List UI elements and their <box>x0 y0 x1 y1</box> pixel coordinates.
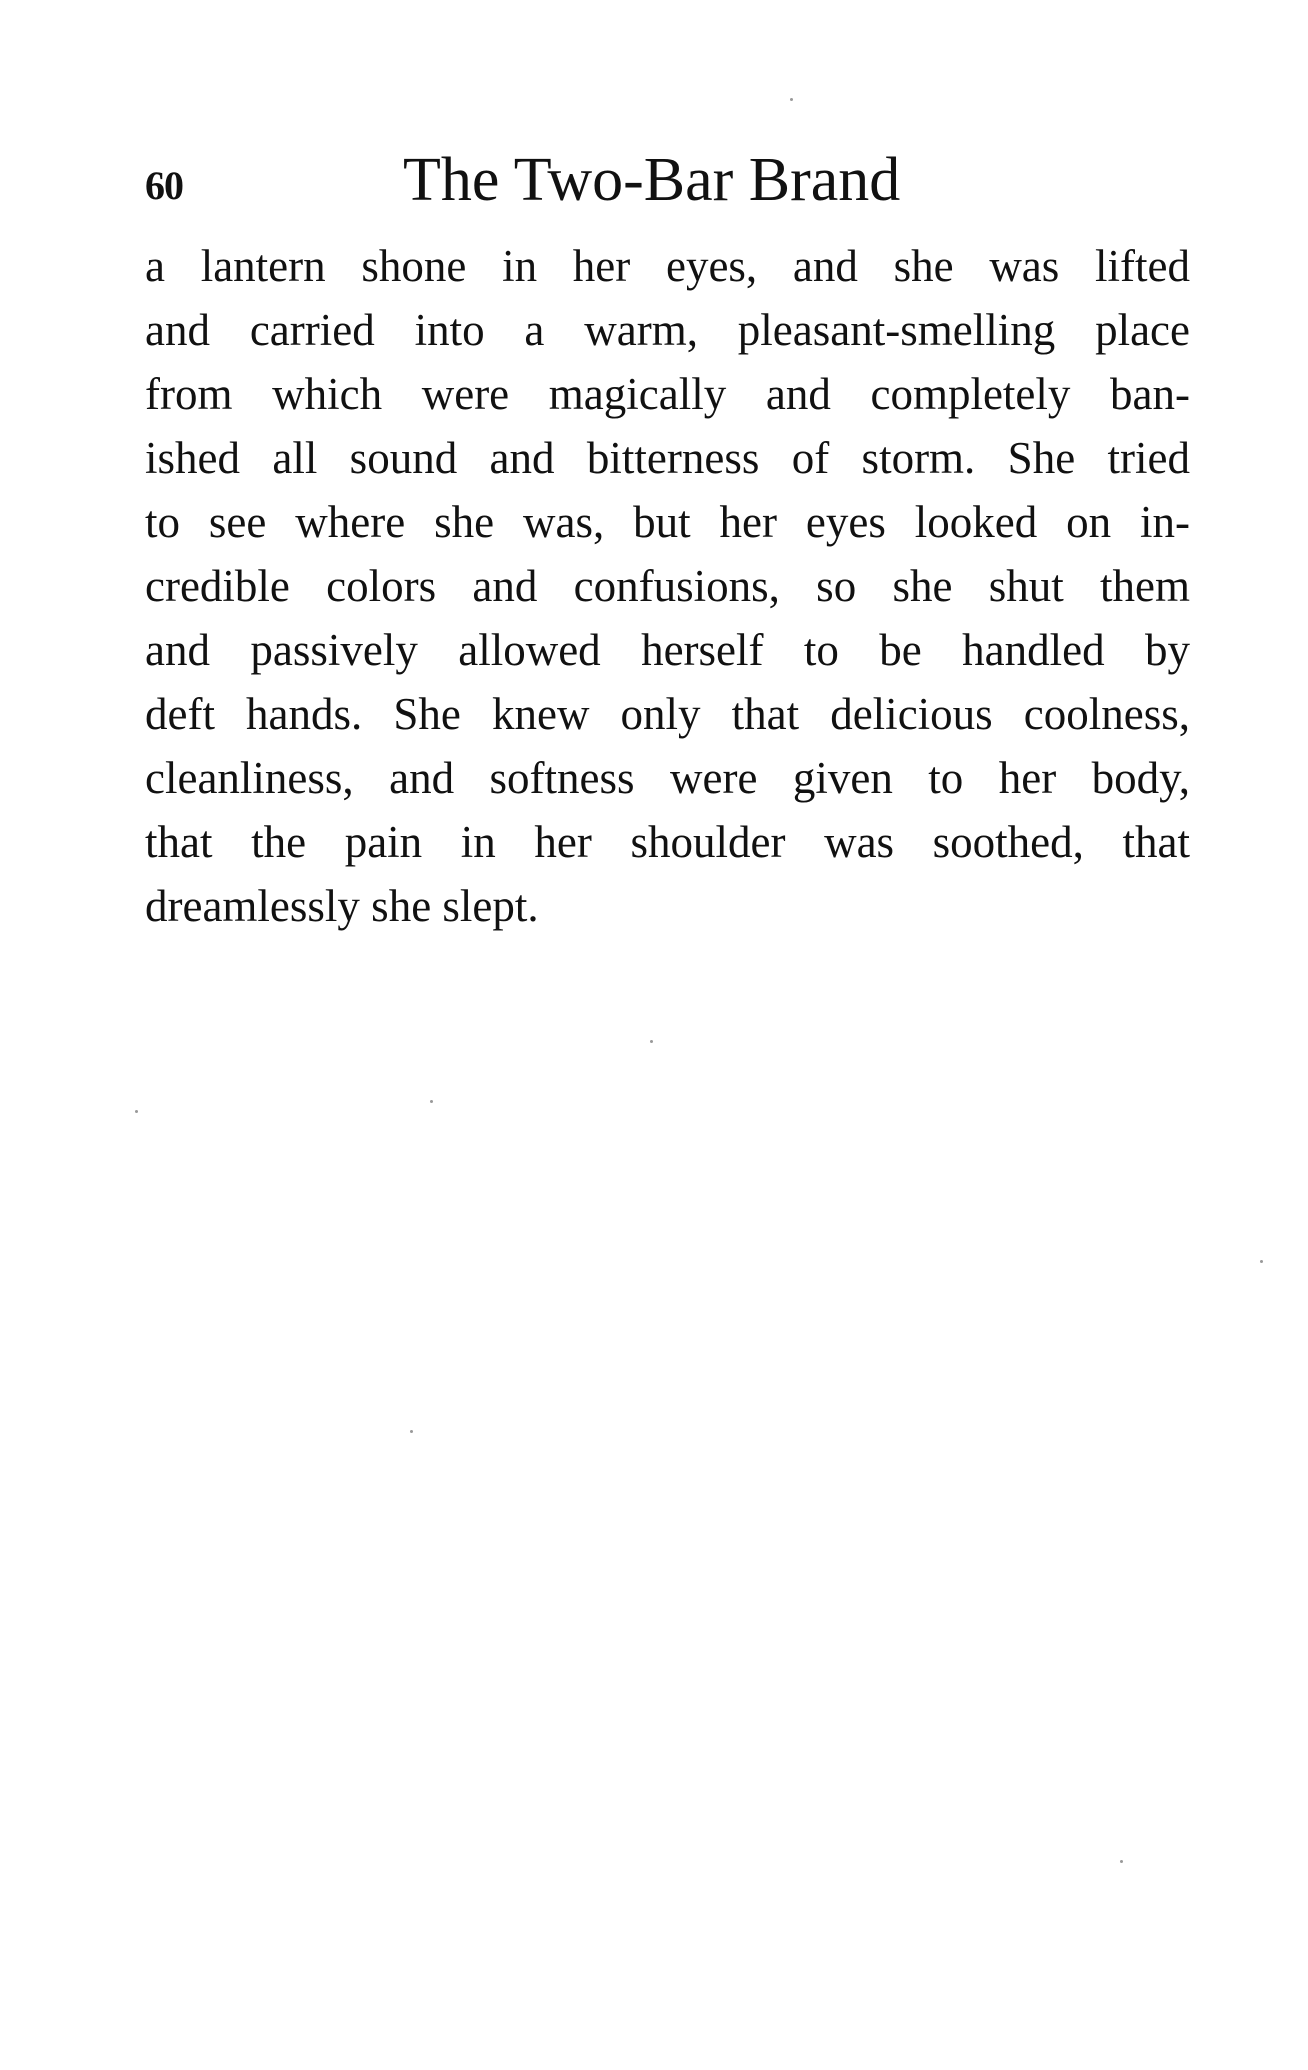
text-line: to see where she was, but her eyes looked on in- <box>145 497 1190 547</box>
text-line: ished all sound and bitterness of storm. She tried <box>145 433 1190 483</box>
scan-speck <box>430 1100 433 1103</box>
scan-speck <box>1260 1260 1263 1263</box>
running-head <box>145 140 1190 220</box>
scan-speck <box>790 98 793 101</box>
text-line: and passively allowed herself to be handled by <box>145 625 1190 675</box>
page-number: 60 <box>145 163 183 208</box>
scan-speck <box>135 1110 138 1113</box>
body-paragraph <box>145 234 1190 938</box>
text-line: cleanliness, and softness were given to her body, <box>145 753 1190 803</box>
text-line: that the pain in her shoulder was soothed, that <box>145 817 1190 867</box>
text-line: credible colors and confusions, so she shut them <box>145 561 1190 611</box>
scan-speck <box>410 1430 413 1433</box>
text-line: dreamlessly she slept. <box>145 881 539 931</box>
text-line: a lantern shone in her eyes, and she was lifted <box>145 241 1190 291</box>
scan-speck <box>650 1040 653 1043</box>
text-line: and carried into a warm, pleasant-smelling place <box>145 305 1190 355</box>
text-line: deft hands. She knew only that delicious coolness, <box>145 689 1190 739</box>
scan-speck <box>1120 1860 1123 1863</box>
text-line: from which were magically and completely ban- <box>145 369 1190 419</box>
running-title: The Two-Bar Brand <box>403 146 901 214</box>
